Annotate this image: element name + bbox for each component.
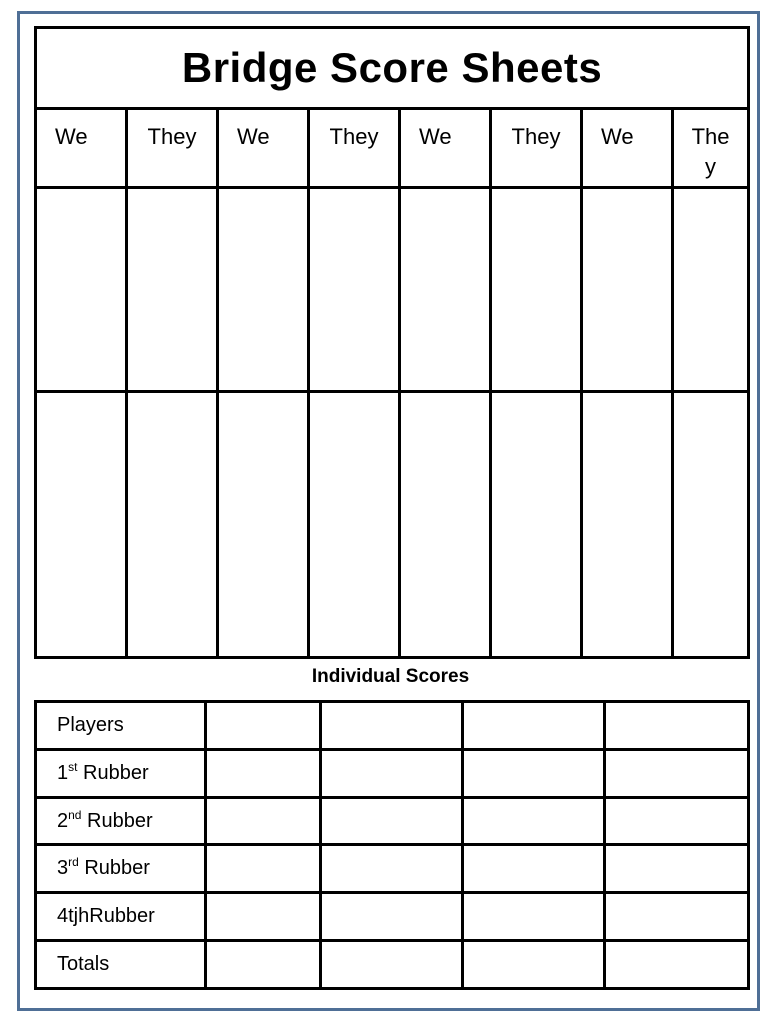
column-header-they-4: They — [673, 109, 749, 187]
score-cell[interactable] — [321, 893, 463, 941]
table-row — [36, 845, 749, 893]
score-cell[interactable] — [36, 392, 127, 658]
row-label-2nd-rubber: 2nd Rubber — [36, 797, 206, 845]
score-cell[interactable] — [309, 187, 400, 392]
score-cell[interactable] — [605, 941, 749, 989]
table-row — [36, 749, 749, 797]
score-cell[interactable] — [605, 893, 749, 941]
below-line-row — [36, 392, 749, 658]
individual-scores-heading: Individual Scores — [311, 666, 470, 687]
score-cell[interactable] — [400, 187, 491, 392]
individual-scores-table — [34, 700, 750, 990]
score-cell[interactable] — [463, 845, 605, 893]
score-cell[interactable] — [463, 941, 605, 989]
score-cell[interactable] — [463, 702, 605, 750]
table-row — [36, 797, 749, 845]
score-cell[interactable] — [491, 187, 582, 392]
score-cell[interactable] — [582, 392, 673, 658]
column-header-we-4: We — [582, 109, 673, 187]
score-cell[interactable] — [206, 893, 321, 941]
score-cell[interactable] — [605, 845, 749, 893]
score-cell[interactable] — [206, 941, 321, 989]
row-label-4th-rubber: 4tjhRubber — [36, 893, 206, 941]
score-cell[interactable] — [206, 797, 321, 845]
score-cell[interactable] — [463, 749, 605, 797]
table-row — [36, 941, 749, 989]
score-cell[interactable] — [321, 941, 463, 989]
above-line-row — [36, 187, 749, 392]
score-cell[interactable] — [582, 187, 673, 392]
sheet-title: Bridge Score Sheets — [36, 28, 749, 109]
column-header-row — [36, 109, 749, 187]
score-cell[interactable] — [206, 845, 321, 893]
score-cell[interactable] — [605, 797, 749, 845]
table-row — [36, 893, 749, 941]
table-row — [36, 702, 749, 750]
score-cell[interactable] — [463, 797, 605, 845]
score-cell[interactable] — [321, 797, 463, 845]
score-cell[interactable] — [321, 749, 463, 797]
score-cell[interactable] — [206, 749, 321, 797]
score-cell[interactable] — [605, 702, 749, 750]
row-label-players: Players — [36, 702, 206, 750]
score-cell[interactable] — [463, 893, 605, 941]
score-cell[interactable] — [218, 187, 309, 392]
column-header-they-1: They — [127, 109, 218, 187]
column-header-we-3: We — [400, 109, 491, 187]
score-cell[interactable] — [218, 392, 309, 658]
row-label-1st-rubber: 1st Rubber — [36, 749, 206, 797]
row-label-totals: Totals — [36, 941, 206, 989]
score-cell[interactable] — [321, 702, 463, 750]
column-header-we-2: We — [218, 109, 309, 187]
column-header-they-3: They — [491, 109, 582, 187]
score-cell[interactable] — [605, 749, 749, 797]
score-cell[interactable] — [673, 392, 749, 658]
score-cell[interactable] — [400, 392, 491, 658]
column-header-we-1: We — [36, 109, 127, 187]
score-cell[interactable] — [673, 187, 749, 392]
score-cell[interactable] — [309, 392, 400, 658]
score-table — [34, 26, 750, 659]
score-cell[interactable] — [36, 187, 127, 392]
score-cell[interactable] — [491, 392, 582, 658]
row-label-3rd-rubber: 3rd Rubber — [36, 845, 206, 893]
score-cell[interactable] — [206, 702, 321, 750]
score-cell[interactable] — [321, 845, 463, 893]
score-cell[interactable] — [127, 187, 218, 392]
score-cell[interactable] — [127, 392, 218, 658]
column-header-they-2: They — [309, 109, 400, 187]
